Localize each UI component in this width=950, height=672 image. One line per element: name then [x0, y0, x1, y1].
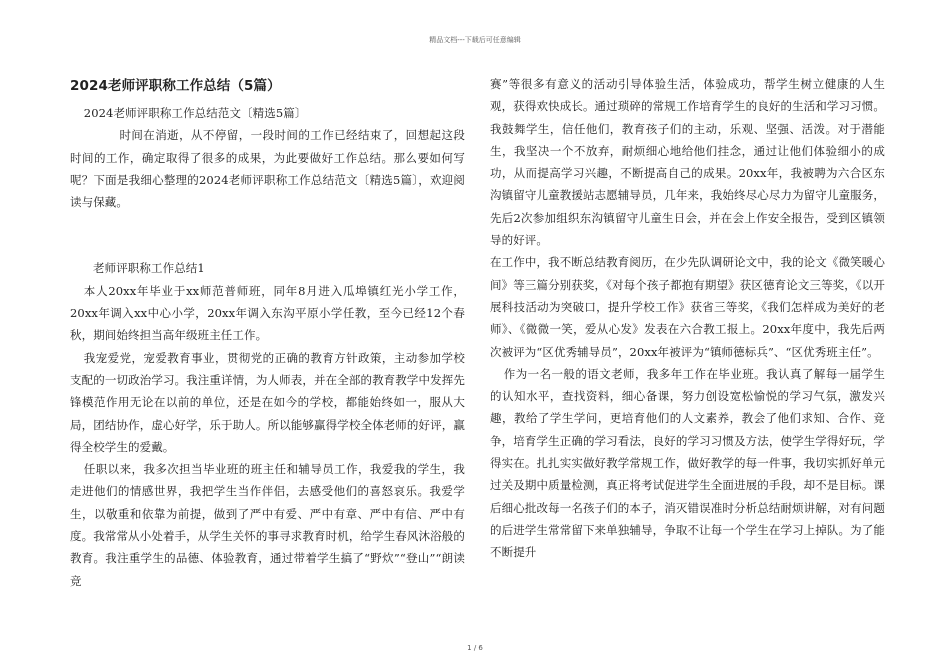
left-column: [70, 72, 465, 592]
right-column: [490, 73, 885, 564]
page-number: 1 / 6: [467, 644, 483, 652]
document-subtitle: 2024老师评职称工作总结范文〔精选5篇〕: [83, 106, 307, 120]
spacer: [70, 213, 465, 257]
intro-paragraph: 时间在消逝，从不停留，一段时间的工作已经结束了，回想起这段时间的工作，确定取得了很多的成果，为此要做好工作总结。那么要如何写呢？下面是我细心整理的2024老师评职称工作总结范文〔精选5篇〕，欢迎阅读与保藏。: [70, 128, 465, 210]
paragraph-3: 任职以来，我多次担当毕业班的班主任和辅导员工作，我爱我的学生，我走进他们的情感世界，我把学生当作伴侣，去感受他们的喜怒哀乐。我爱学生，以敬重和依靠为前提，做到了严中有爱、严中有章、严中有信、严中有度。我常常从小处着手，从学生关怀的事寻求教育时机，给学生春风沐浴般的教育。我注重学生的品德、体验教育，通过带着学生搞了“野炊”“登山”“朗读竞: [70, 462, 465, 588]
paragraph-1: 本人20xx年毕业于xx师范普师班，同年8月进入瓜埠镇红光小学工作，20xx年调入xx中心小学，20xx年调入东沟平原小学任教，至今已经12个春秋，期间始终担当高年级班主任工作。: [70, 283, 465, 343]
section-heading: 老师评职称工作总结1: [93, 261, 205, 276]
paragraph-2: 我宠爱党，宠爱教育事业，贯彻党的正确的教育方针政策，主动参加学校支配的一切政治学习。我注重详情，为人师表，并在全部的教育教学中发挥先锋模范作用无论在以前的单位，还是在如今的学校，都能始终如一，服从大局，团结协作，虚心好学，乐于助人。所以能够赢得学校全体老师的好评，赢得全校学生的爱戴。: [70, 350, 465, 454]
paragraph-4: 在工作中，我不断总结教育阅历，在少先队调研论文中，我的论文《微笑暖心间》等三篇分别获奖，《对每个孩子都抱有期望》获区德育论文三等奖，《以开展科技活动为突破口，提升学校工作》获省三等奖，《我们怎样成为美好的老师》、《微微一笑，爱从心发》发表在六合教工报上。20xx年度中，我先后两次被评为“区优秀辅导员”，20xx年被评为“镇师德标兵”、“区优秀班主任”。: [490, 255, 885, 359]
document-title: 2024老师评职称工作总结（5篇）: [70, 78, 281, 94]
paragraph-5: 作为一名一般的语文老师，我多年工作在毕业班。我认真了解每一届学生的认知水平，查找资料，细心备课，努力创设宽松愉悦的学习气氛，激发兴趣，教给了学生学问，更培育他们的人文素养，教会了他们求知、合作、竞争，培育学生正确的学习看法，良好的学习习惯及方法，使学生学得好玩，学得实在。扎扎实实做好教学常规工作，做好教学的每一件事，我切实抓好单元过关及期中质量检测，真正将考试促进学生全面进展的手段，却不是目标。课后细心批改每一名孩子们的本子，消灭错误准时分析总结耐烦讲解，对有问题的后进学生常常留下来单独辅导，争取不让每一个学生在学习上掉队。为了能不断提升: [490, 366, 885, 560]
paragraph-3-continued: 赛”等很多有意义的活动引导体验生活，体验成功，帮学生树立健康的人生观，获得欢快成长。通过琐碎的常规工作培育学生的良好的生活和学习习惯。我鼓舞学生，信任他们，教育孩子们的主动，乐观、坚强、活泼。对于潜能生，我坚决一个不放弃，耐烦细心地给他们挂念，通过让他们体验细小的成功，从而提高学习兴趣，不断提高自己的成果。20xx年，我被聘为六合区东沟镇留守儿童教援站志愿辅导员，几年来，我始终尽心尽力为留守儿童服务，先后2次参加组织东沟镇留守儿童生日会，并在会上作安全报告，受到区镇领导的好评。: [490, 77, 885, 248]
page-header: 精品文档---下载后可任意编辑: [429, 36, 521, 44]
